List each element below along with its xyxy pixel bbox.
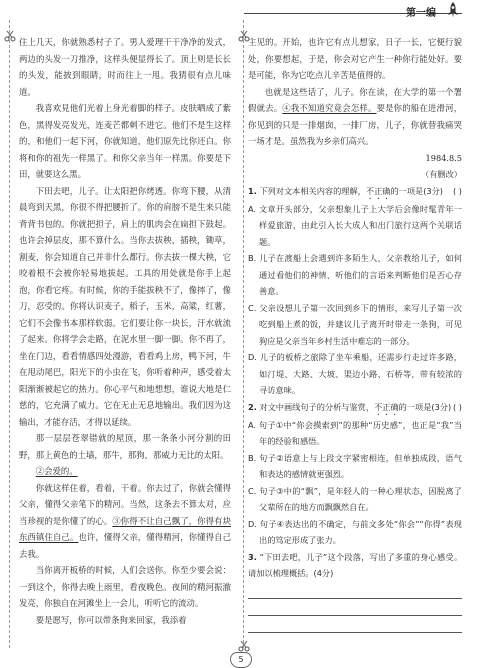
answer-line[interactable] (248, 616, 462, 633)
option-d[interactable]: D. 儿子的板桥之旅除了坐车乘船，还需步行走过许多路，如汀堤、大路、大坡、渠边小路、石桥等，带有较浓的寻访意味。 (248, 352, 462, 395)
passage-paragraph: 要是愿写，你可以带条狗来回家，我添着 (35, 614, 187, 625)
question-2: 2. 对文中画线句子的分析与鉴赏，不正确的一项是(3分) ( ) A. 句子①中“你会摸索到”的那种“历史感”，也正是“我”当年的经验和感悟。 B. 句子②语意上与上段文字紧密相连，但单独成段，语气和表达的感情就更强烈。 C. 句子③中的“飘”，是年轻人的一种心理状态，因脱离了父辈所在的地方而飘飘然自在。 D. 句子④表达出的不确定，与前文多处“你会”“你得”表现出的笃定形成了张力。 (248, 399, 462, 549)
option-d[interactable]: D. 句子④表达出的不确定，与前文多处“你会”“你得”表现出的笃定形成了张力。 (248, 518, 462, 545)
underlined-sentence-2: ②会爱的。 (35, 466, 78, 476)
option-c[interactable]: C. 句子③中的“飘”，是年轻人的一种心理状态，因脱离了父辈所在的地方而飘飘然自在。 (248, 485, 462, 512)
underlined-sentence-4: ④我不知道究竟会怎样。 (282, 103, 377, 113)
scissors-icon (238, 640, 250, 652)
option-b[interactable]: B. 儿子在渡船上会遇到许多陌生人，父亲教给儿子，如何通过看他们的神情、听他们的言语来判断他们是否心存善意。 (248, 253, 462, 296)
cut-line-left (9, 20, 10, 648)
underlined-sentence-3: ③你得不让自己飘了，你得有块东西镇住自己。 (19, 515, 231, 542)
question-3: 3. “下田去吧，儿子”这个段落，写出了多重的身心感受。请加以梳理概括。(4分) (248, 549, 462, 633)
passage-paragraph: 下田去吧，儿子。让太阳把你烤透。你弯下腰，从清晨弯到天黑，你很不得把腰折了。你的肩膀不是生来只能背背书包的。你就把担子，肩上的肌肉会在扁担下鼓起。也许会掉层皮，那不算什么。当你去拔秧，插秧，锄草，割麦，你会知道自己并非什么都行。你去拔一棵大秧，它咬着根不会被你轻易地拔起。工具的用处就是你手上起泡，你看它疼。有时候，你的手能拔秧不了，像摔了，像刀，忍受的。你将认识麦子，稻子，玉米，高粱，红薯，它们不会像书本那样软弱。它们要让你一块长，汗水就流了起来。你将学会走路，在泥水里一脚一脚。你不再了，坐在门边，看看情感四处漫游，看看鸡上房，鸭下河，牛在甩动尾巴，阳光下的小虫在飞，你听着种声，感受着太阳渐渐被起它的热力。你心平气和地想想，谁说大地是仁慈的，它充满了威力。它在无止无息地输出。我们因为这输出，才能存活，才得以延续。 (19, 185, 231, 427)
passage-left-column (19, 34, 231, 628)
passage-paragraph: 我喜欢見他们光着上身光着脚的样子。皮肤晒成了紫色，黑得发亮发光，连麦芒都刺不进它。他们不是生这样的，和他们一起下河，你就知道，他们原先比你还白。你将和你的祖先一样黑了。和你父亲当年一样黑。你要是下田，就要这么黑。 (19, 103, 231, 179)
passage-paragraph (19, 463, 231, 480)
cut-line-middle (243, 20, 244, 648)
passage-paragraph: 也就是这些话了，儿子。你在读，在大学的第一个署假就去。④我不知道究竟会怎样。要是你的船在进滑河，你见到的只是一排烟囱，一排厂房，儿子，你就替我痛哭一场才是。虽然我为乡亲们高兴。 (248, 86, 463, 146)
option-a[interactable]: A. 文章开头部分，父亲想象儿子上大学后会像时髦青年一样爱旅游，由此引入长大成人和出门旅行这两个关联话题。 (248, 203, 462, 247)
answer-line[interactable] (248, 582, 462, 599)
passage-paragraph: 住上几天，你就熟悉村子了。男人爱理干干净净的发式，两边的头发一刀推净，这样头便显得长了。顶上则是长长的头发，能披到眼睛，时而往上一甩。我猜很有点儿味道。 (19, 37, 231, 97)
unit-title: 第一编 (406, 8, 436, 19)
question-1: 1. 下列对文本相关内容的理解，不正确的一项是(3分) ( ) A. 文章开头部分，父亲想象儿子上大学后会像时髦青年一样爱旅游，由此引入长大成人和出门旅行这两个关联话题。 B. 儿子在渡船上会遇到许多陌生人，父亲教给儿子，如何通过看他们的神情、听他们的言语来判断他们是否心存善意。 C. 父亲设想儿子第一次回到乡下的情形，来写儿子第一次吃到船上煮的饭，并建议儿子离开时带走一条狗，可见狗应是父亲当年乡村生活中难忘的一部分。 D. 儿子的板桥之旅除了坐车乘船，还需步行走过许多路，如汀堤、大路、大坡、渠边小路、石桥等，带有较浓的寻访意味。 (248, 183, 462, 399)
option-a[interactable]: A. 句子①中“你会摸索到”的那种“历史感”，也正是“我”当年的经验和感悟。 (248, 419, 462, 446)
scissors-icon (4, 30, 16, 42)
option-c[interactable]: C. 父亲设想儿子第一次回到乡下的情形，来写儿子第一次吃到船上煮的饭，并建议儿子离开时带走一条狗，可见狗应是父亲当年乡村生活中难忘的一部分。 (248, 302, 462, 346)
answer-paren[interactable]: ( ) (453, 185, 462, 196)
passage-paragraph: 主见的。开始，也许它有点儿想家，日子一长，它便行貌处，你要想起，于是，你会对它产生一种你行能处好。要是可能，你为它吃点儿辛苦是值得的。 (248, 37, 462, 80)
passage-paragraph: 当你离开板桥的时候，人们会送你。你至少要会说：一到这个，你得去晚上雨里，看夜晚色。夜间的精河振澈发亮，你独自在河滩坐上一会儿，听听它的流动。 (19, 565, 231, 608)
page-number: 5 (230, 652, 252, 668)
passage-paragraph: 你就这样住着，看着，干着。你去过了，你就会懂得父亲，懂得父亲笔下的精河。当然，这条去不算太对，应当珍视的是你懂了的心。③你得不让自己飘了，你得有块东西镇住自己。也许，懂得父亲，懂得精河，你懂得自己去我。 (19, 482, 231, 559)
emphasis-not-correct: 不正确 (374, 401, 399, 412)
passage-paragraph: 那一层层苍翠错就的屋顶，那一条条小河分割的田野，那上黄色的土墙，那牛，那狗，那威力无比的太阳。 (19, 433, 231, 460)
emphasis-not-correct: 不正确 (365, 185, 391, 196)
option-b[interactable]: B. 句子②语意上与上段文字紧密相连，但单独成段，语气和表达的感情就更强烈。 (248, 452, 462, 479)
passage-date: 1984.8.5 (425, 152, 462, 163)
passage-right-column (248, 34, 462, 633)
answer-paren[interactable]: ( ) (453, 401, 462, 412)
answer-line[interactable] (248, 599, 462, 616)
rocket-icon (446, 1, 460, 19)
passage-source-note: （有删改） (421, 169, 462, 179)
